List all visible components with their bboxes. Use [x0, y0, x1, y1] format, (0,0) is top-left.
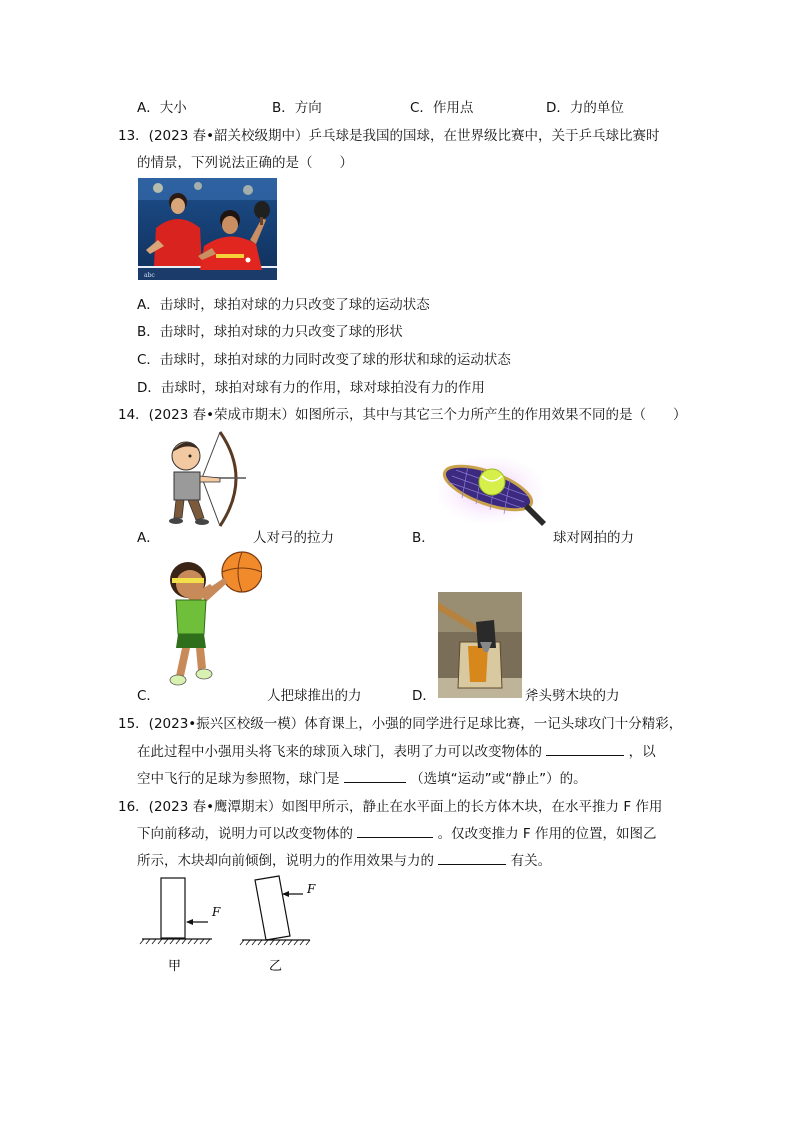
q14-option-a-text: 人对弓的拉力 — [253, 530, 334, 546]
q13-option-b: B．击球时，球拍对球的力只改变了球的形状 — [137, 324, 403, 340]
q14-option-b-letter: B． — [412, 530, 435, 546]
fig-a-label: 甲 — [168, 959, 182, 974]
fig-b-force-arrow — [282, 891, 303, 897]
q14-option-b-text: 球对网拍的力 — [553, 530, 634, 546]
q16-line3-tail: 有关。 — [510, 853, 552, 869]
q15-line1: 15．(2023•振兴区校级一模）体育课上，小强的同学进行足球比赛，一记头球攻门十分精彩， — [118, 716, 683, 732]
q15-line2 — [137, 740, 656, 760]
table-tennis-photo — [138, 178, 277, 280]
q15-line3-tail: （选填“运动”或“静止”）的。 — [410, 771, 587, 787]
q16-figure — [138, 872, 328, 980]
fig-b-ground-hatch — [240, 940, 310, 945]
q15-line2-text: 在此过程中小强用头将飞来的球顶入球门，表明了力可以改变物体的 — [137, 744, 542, 760]
basketball-player-image — [160, 550, 262, 692]
q15-line3 — [137, 767, 587, 787]
q15-blank-2[interactable] — [344, 768, 406, 783]
q12-option-b: B．方向 — [272, 100, 322, 116]
archer-image — [160, 428, 252, 530]
fig-a-ground-hatch — [140, 939, 210, 944]
fig-a-block — [142, 878, 212, 939]
q14-option-c-letter: C． — [137, 688, 160, 704]
axe-wood-image — [438, 592, 522, 698]
q12-option-c: C．作用点 — [410, 100, 474, 116]
q16-line2 — [137, 822, 656, 842]
q13-option-d: D．击球时，球拍对球有力的作用，球对球拍没有力的作用 — [137, 380, 485, 396]
q16-blank-2[interactable] — [438, 850, 506, 865]
q14-option-a-letter: A． — [137, 530, 160, 546]
q13-option-a: A．击球时，球拍对球的力只改变了球的运动状态 — [137, 297, 430, 313]
fig-b-block — [242, 876, 310, 940]
fig-b-label: 乙 — [269, 959, 283, 974]
q15-line3-text: 空中飞行的足球为参照物，球门是 — [137, 771, 340, 787]
q16-blank-1[interactable] — [357, 823, 433, 838]
q14-option-d-letter: D． — [412, 688, 436, 704]
q16-line1: 16．(2023 春•鹰潭期末）如图甲所示，静止在水平面上的长方体木块，在水平推力 F 作用 — [118, 799, 663, 815]
q12-option-d: D．力的单位 — [546, 100, 624, 116]
q14-option-d-text: 斧头劈木块的力 — [525, 688, 620, 704]
q15-blank-1[interactable] — [546, 741, 624, 756]
q15-line2-tail: ，以 — [628, 744, 656, 760]
q13-option-c: C．击球时，球拍对球的力同时改变了球的形状和球的运动状态 — [137, 352, 511, 368]
fig-a-force-arrow — [186, 919, 208, 925]
q16-line3 — [137, 849, 551, 869]
q16-line2-text: 下向前移动，说明力可以改变物体的 — [137, 826, 353, 842]
tennis-racket-image — [438, 452, 550, 528]
q13-stem-line1: 13．(2023 春•韶关校级期中）乒乓球是我国的国球，在世界级比赛中，关于乒乓球比赛时 — [118, 128, 660, 144]
q13-stem-line2: 的情景，下列说法正确的是（ ） — [137, 155, 353, 171]
q12-option-a: A．大小 — [137, 100, 187, 116]
q14-stem: 14．(2023 春•荣成市期末）如图所示，其中与其它三个力所产生的作用效果不同的是（ ） — [118, 407, 687, 423]
q14-option-c-text: 人把球推出的力 — [267, 688, 362, 704]
q16-line3-text: 所示，木块却向前倾倒，说明力的作用效果与力的 — [137, 853, 434, 869]
fig-b-force-label: F — [307, 882, 316, 896]
svg-text:abc: abc — [144, 272, 155, 279]
fig-a-force-label: F — [212, 905, 221, 919]
q16-line2-tail: 。仅改变推力 F 作用的位置，如图乙 — [437, 826, 657, 842]
